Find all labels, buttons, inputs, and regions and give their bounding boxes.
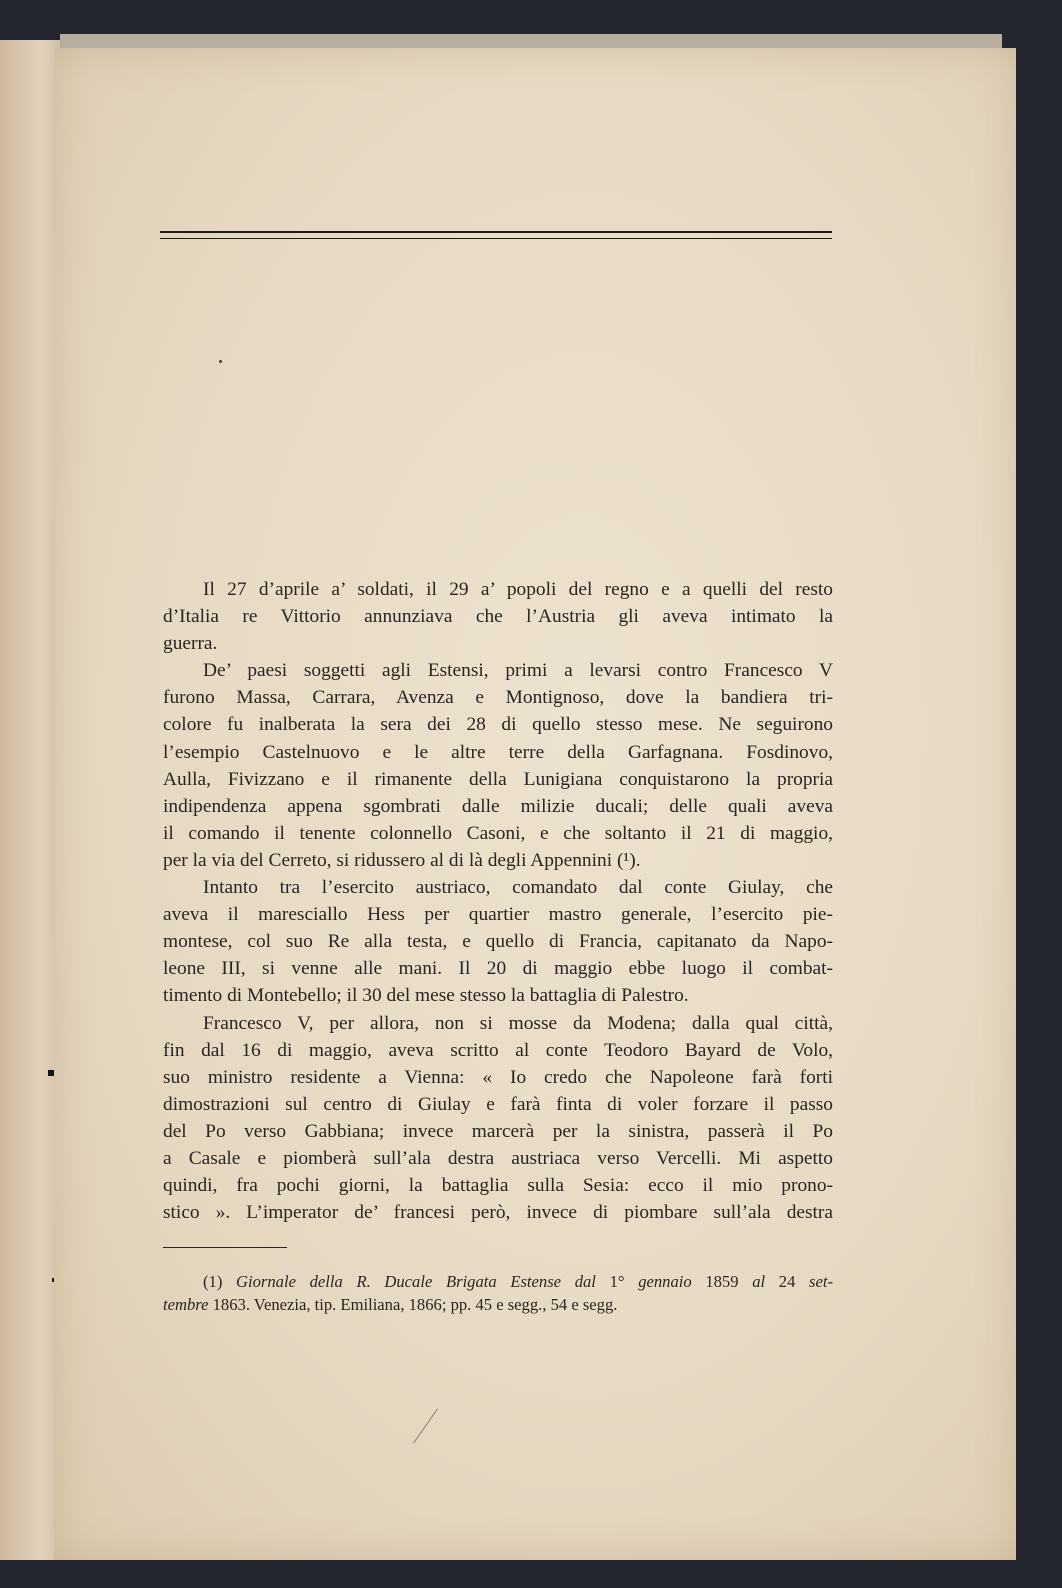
body-line-text: indipendenza appena sgombrati dalle milizie ducali; delle quali aveva	[163, 795, 833, 817]
body-line-text: guerra.	[163, 633, 218, 655]
footnote-title: Giornale della R. Ducale Brigata Estense dal	[236, 1272, 596, 1291]
body-line-text: fin dal 16 di maggio, aveva scritto al conte Teodoro Bayard de Volo,	[163, 1039, 833, 1061]
body-line	[163, 955, 833, 982]
footnote-publication: 1863. Venezia, tip. Emiliana, 1866; pp. 45 e segg., 54 e segg.	[212, 1295, 618, 1314]
footnote-line-2	[163, 1293, 833, 1316]
footnote-line-1	[163, 1270, 833, 1293]
footnote-al: al	[752, 1272, 766, 1291]
body-line	[163, 901, 833, 928]
body-line	[163, 982, 833, 1009]
body-line	[163, 1010, 833, 1037]
body-line-text: stico ». L’imperator de’ francesi però, invece di piombare sull’ala destra	[163, 1202, 833, 1224]
body-line-text: leone III, si venne alle mani. Il 20 di maggio ebbe luogo il combat-	[163, 958, 833, 980]
body-line	[163, 739, 833, 766]
body-line	[163, 603, 833, 630]
body-line	[163, 847, 833, 874]
body-line-text: Intanto tra l’esercito austriaco, comandato dal conte Giulay, che	[203, 877, 833, 899]
body-line-text: suo ministro residente a Vienna: « Io credo che Napoleone farà forti	[163, 1066, 833, 1088]
body-line	[163, 1091, 833, 1118]
body-line-text: a Casale e piomberà sull’ala destra austriaca verso Vercelli. Mi aspetto	[163, 1147, 833, 1169]
body-line-text: il comando il tenente colonnello Casoni, e che soltanto il 21 di maggio,	[163, 822, 833, 844]
body-line-text: del Po verso Gabbiana; invece marcerà per la sinistra, passerà il Po	[163, 1120, 833, 1142]
body-line-text: Aulla, Fivizzano e il rimanente della Lunigiana conquistarono la propria	[163, 768, 833, 790]
body-line-text: Francesco V, per allora, non si mosse da Modena; dalla qual città,	[203, 1012, 833, 1034]
body-line	[163, 766, 833, 793]
body-line	[163, 1199, 833, 1226]
header-rule-thin	[160, 238, 832, 239]
footnote-month: gennaio	[638, 1272, 692, 1291]
body-line-text: montese, col suo Re alla testa, e quello di Francia, capitanato da Napo-	[163, 931, 833, 953]
body-line	[163, 657, 833, 684]
sentence-end: .	[635, 849, 641, 871]
footnote-month-end-a: set-	[809, 1272, 834, 1291]
body-line-text: l’esempio Castelnuovo e le altre terre della Garfagnana. Fosdinovo,	[163, 741, 833, 763]
body-line	[163, 1037, 833, 1064]
body-line-text: De’ paesi soggetti agli Estensi, primi a levarsi contro Francesco V	[203, 660, 833, 682]
body-line	[163, 1145, 833, 1172]
body-line-text: furono Massa, Carrara, Avenza e Montignoso, dove la bandiera tri-	[163, 687, 833, 709]
footnote-marker: (1)	[203, 1272, 223, 1291]
body-line-text: timento di Montebello; il 30 del mese stesso la battaglia di Palestro.	[163, 985, 689, 1007]
body-line-text: d’Italia re Vittorio annunziava che l’Austria gli aveva intimato la	[163, 606, 833, 628]
footnote-year: 1859	[705, 1272, 739, 1291]
paper-speck	[219, 360, 222, 363]
footnote-reference[interactable]: (¹)	[616, 849, 636, 871]
header-rule-thick	[160, 231, 832, 233]
body-text	[163, 576, 833, 1226]
footnote-day: 1°	[609, 1272, 625, 1291]
body-line	[163, 630, 833, 657]
body-line	[163, 684, 833, 711]
body-line	[163, 711, 833, 738]
body-line-text: aveva il maresciallo Hess per quartier mastro generale, l’esercito pie-	[163, 904, 833, 926]
body-line-text: per la via del Cerreto, si ridussero al di là degli Appennini	[163, 849, 613, 871]
body-line	[163, 1118, 833, 1145]
body-line	[163, 793, 833, 820]
body-line	[163, 1064, 833, 1091]
body-line-text: Il 27 d’aprile a’ soldati, il 29 a’ popoli del regno e a quelli del resto	[203, 579, 833, 600]
body-line-text: dimostrazioni sul centro di Giulay e farà finta di voler forzare il passo	[163, 1093, 833, 1115]
body-line	[163, 820, 833, 847]
body-line	[163, 1172, 833, 1199]
body-line-text: quindi, fra pochi giorni, la battaglia sulla Sesia: ecco il mio prono-	[163, 1175, 833, 1197]
footnote-day-end: 24	[778, 1272, 796, 1291]
body-line	[163, 874, 833, 901]
footnote	[163, 1270, 833, 1316]
body-line	[163, 928, 833, 955]
body-line-text: colore fu inalberata la sera dei 28 di quello stesso mese. Ne seguirono	[163, 714, 833, 736]
body-line	[163, 576, 833, 603]
footnote-month-end-b: tembre	[163, 1295, 209, 1314]
footnote-rule	[163, 1247, 287, 1248]
